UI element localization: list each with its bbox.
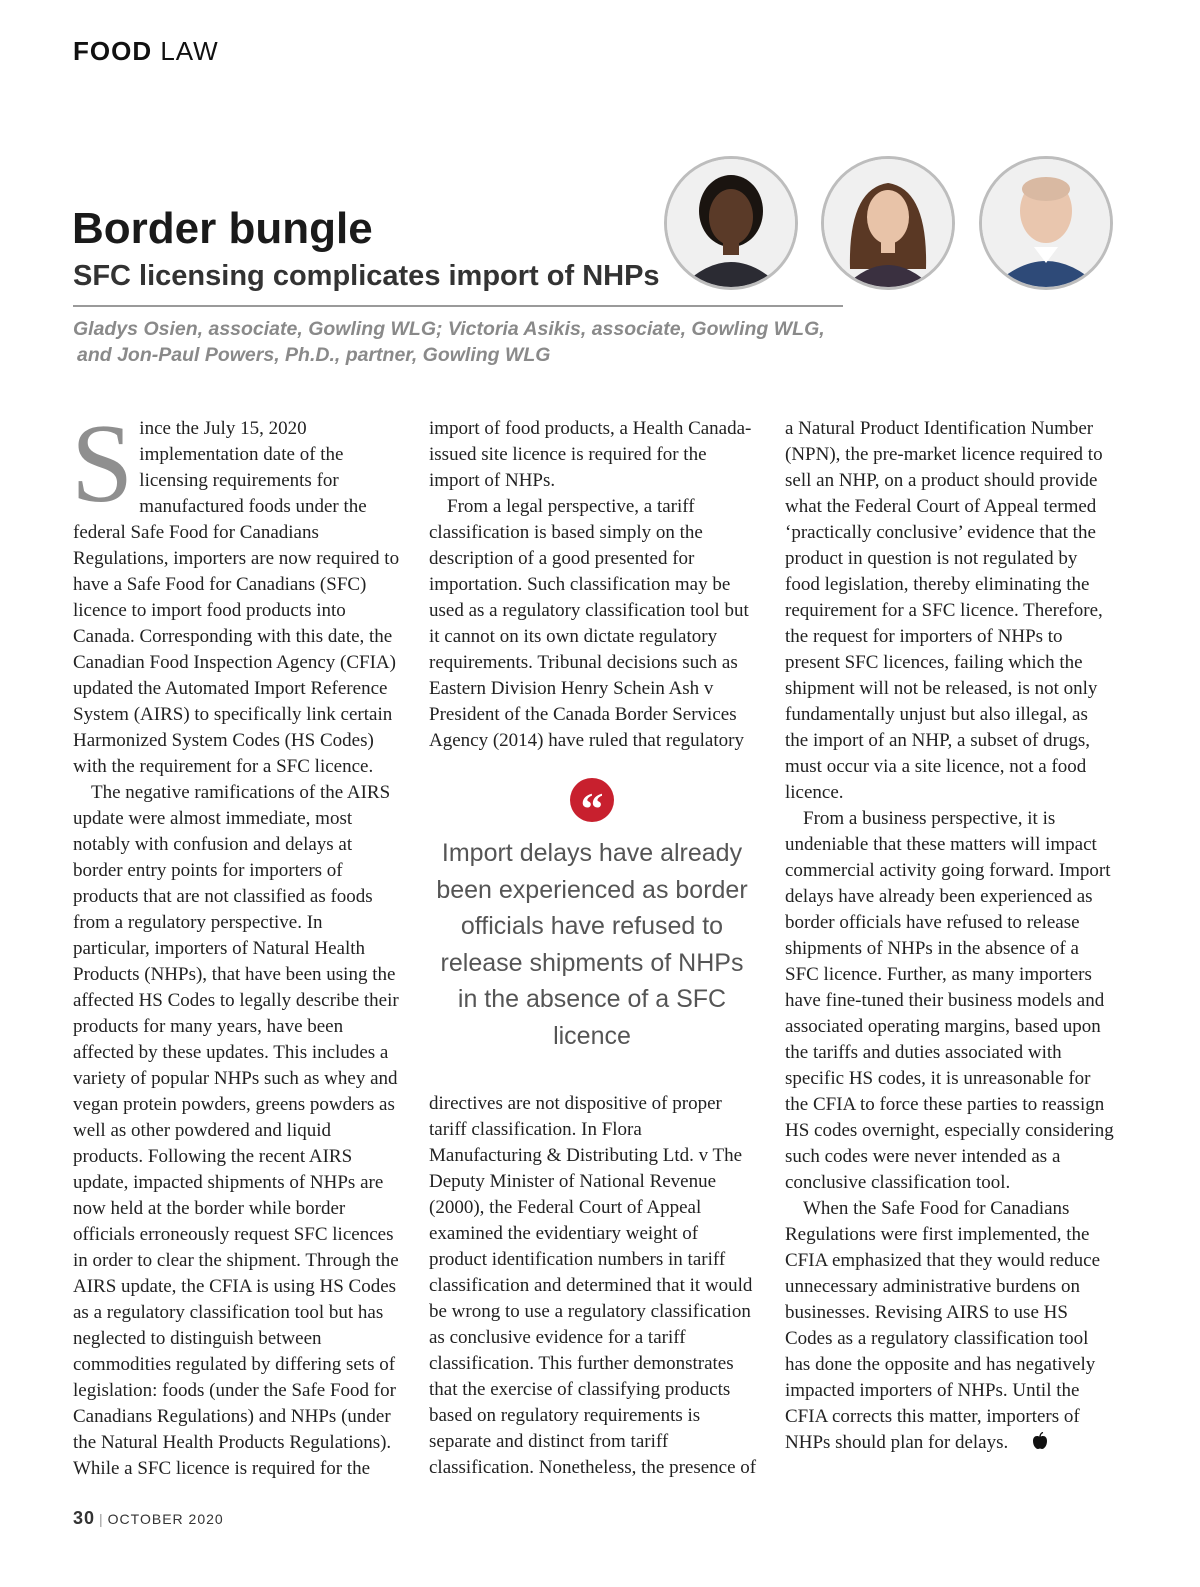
article-paragraph: From a legal perspective, a tariff classification is based simply on the description of a good presented for importation. Such classification may be used as a regulatory classification tool but it cannot on its own dictate regulatory requirements. Tribunal decisions such as Eastern Division Henry Schein Ash v President of the Canada Border Services Agency (2014) have ruled that regulatory: [429, 496, 749, 751]
byline-line-1: Gladys Osien, associate, Gowling WLG; Victoria Asikis, associate, Gowling WLG,: [73, 318, 825, 340]
article-column-2-bottom: [429, 1091, 759, 1481]
article-paragraph: directives are not dispositive of proper tariff classification. In Flora Manufacturing & Distributing Ltd. v The Deputy Minister of National Revenue (2000), the Federal Court of Appeal examined the evidentiary weight of product identification numbers in tariff classification and determined that it would be wrong to use a regulatory classification as conclusive evidence for a tariff classification. This further demonstrates that the exercise of classifying products based on regulatory requirements is separate and distinct from tariff classification. Nonetheless, the presence of: [429, 1093, 757, 1478]
section-tag: [73, 36, 219, 67]
page-number: 30: [73, 1508, 96, 1528]
portrait-gladys-osien: [664, 156, 798, 290]
article-column-1: [71, 402, 403, 1482]
article-paragraph: The negative ramifications of the AIRS update were almost immediate, most notably with confusion and delays at border entry points for importers of products that are not classified as foods from a regulatory perspective. In particular, importers of Natural Health Products (NHPs), that have been using the affected HS Codes to legally describe their products for many years, have been affected by these updates. This includes a variety of popular NHPs such as whey and vegan protein powders, greens powders as well as other powdered and liquid products. Following the recent AIRS update, impacted shipments of NHPs are now held at the border while border officials erroneously request SFC licences in order to clear the shipment. Through the AIRS update, the CFIA is using HS Codes as a regulatory classification tool but has neglected to distinguish between commodities regulated by differing sets of legislation: foods (under the Safe Food for Canadians Regulations) and NHPs (under the Natural Health Products Regulations). While a SFC licence is required for the: [73, 782, 399, 1479]
title-divider: [73, 305, 843, 307]
page-footer: [73, 1508, 224, 1529]
article-paragraph: [71, 402, 403, 780]
apple-icon: [1014, 1432, 1048, 1458]
article-paragraph: [785, 1196, 1115, 1458]
article-column-2-top: [429, 416, 759, 754]
byline: [73, 316, 873, 368]
drop-cap: S: [71, 402, 134, 526]
paragraph-text: When the Safe Food for Canadians Regulations were first implemented, the CFIA emphasized that they would reduce unnecessary administrative burdens on businesses. Revising AIRS to use HS Codes as a regulatory classification tool has done the opposite and has negatively impacted importers of NHPs. Until the CFIA corrects this matter, importers of NHPs should plan for delays.: [785, 1198, 1101, 1453]
person-portrait-icon: [824, 159, 952, 287]
section-tag-rest: LAW: [152, 36, 219, 66]
subheadline: SFC licensing complicates import of NHPs: [73, 260, 660, 292]
person-portrait-icon: [982, 159, 1110, 287]
portrait-jon-paul-powers: [979, 156, 1113, 290]
quote-mark-icon: “: [570, 778, 614, 822]
section-tag-bold: FOOD: [73, 36, 153, 66]
byline-line-2: and Jon-Paul Powers, Ph.D., partner, Gowling WLG: [77, 344, 551, 366]
article-paragraph: import of food products, a Health Canada-issued site licence is required for the import of NHPs.: [429, 418, 752, 491]
article-paragraph: a Natural Product Identification Number (NPN), the pre-market licence required to sell an NHP, on a product should provide what the Federal Court of Appeal termed ‘practically conclusive’ evidence that the product in question is not regulated by food legislation, thereby eliminating the requirement for a SFC licence. Therefore, the request for importers of NHPs to present SFC licences, failing which the shipment will not be released, is not only fundamentally unjust but also illegal, as the import of an NHP, a subset of drugs, must occur via a site licence, not a food licence.: [785, 418, 1103, 803]
person-portrait-icon: [667, 159, 795, 287]
issue-date: OCTOBER 2020: [107, 1511, 224, 1527]
paragraph-text: ince the July 15, 2020 implementation date of the licensing requirements for manufactured foods under the federal Safe Food for Canadians Regulations, importers are now required to have a Safe Food for Canadians (SFC) licence to import food products into Canada. Corresponding with this date, the Canadian Food Inspection Agency (CFIA) updated the Automated Import Reference System (AIRS) to specifically link certain Harmonized System Codes (HS Codes) with the requirement for a SFC licence.: [73, 418, 400, 777]
portrait-victoria-asikis: [821, 156, 955, 290]
article-paragraph: From a business perspective, it is undeniable that these matters will impact commercial activity going forward. Import delays have already been experienced as border officials have refused to release shipments of NHPs in the absence of a SFC licence. Further, as many importers have fine-tuned their business models and associated operating margins, based upon the tariffs and duties associated with specific HS codes, it is unreasonable for the CFIA to force these parties to reassign HS codes overnight, especially considering such codes were never intended as a conclusive classification tool.: [785, 808, 1114, 1193]
headline: Border bungle: [72, 204, 373, 253]
article-column-3: [785, 416, 1115, 1458]
footer-separator: |: [99, 1511, 104, 1527]
pull-quote: Import delays have already been experienced as border officials have refused to release shipments of NHPs in the absence of a SFC licence: [436, 839, 748, 1050]
